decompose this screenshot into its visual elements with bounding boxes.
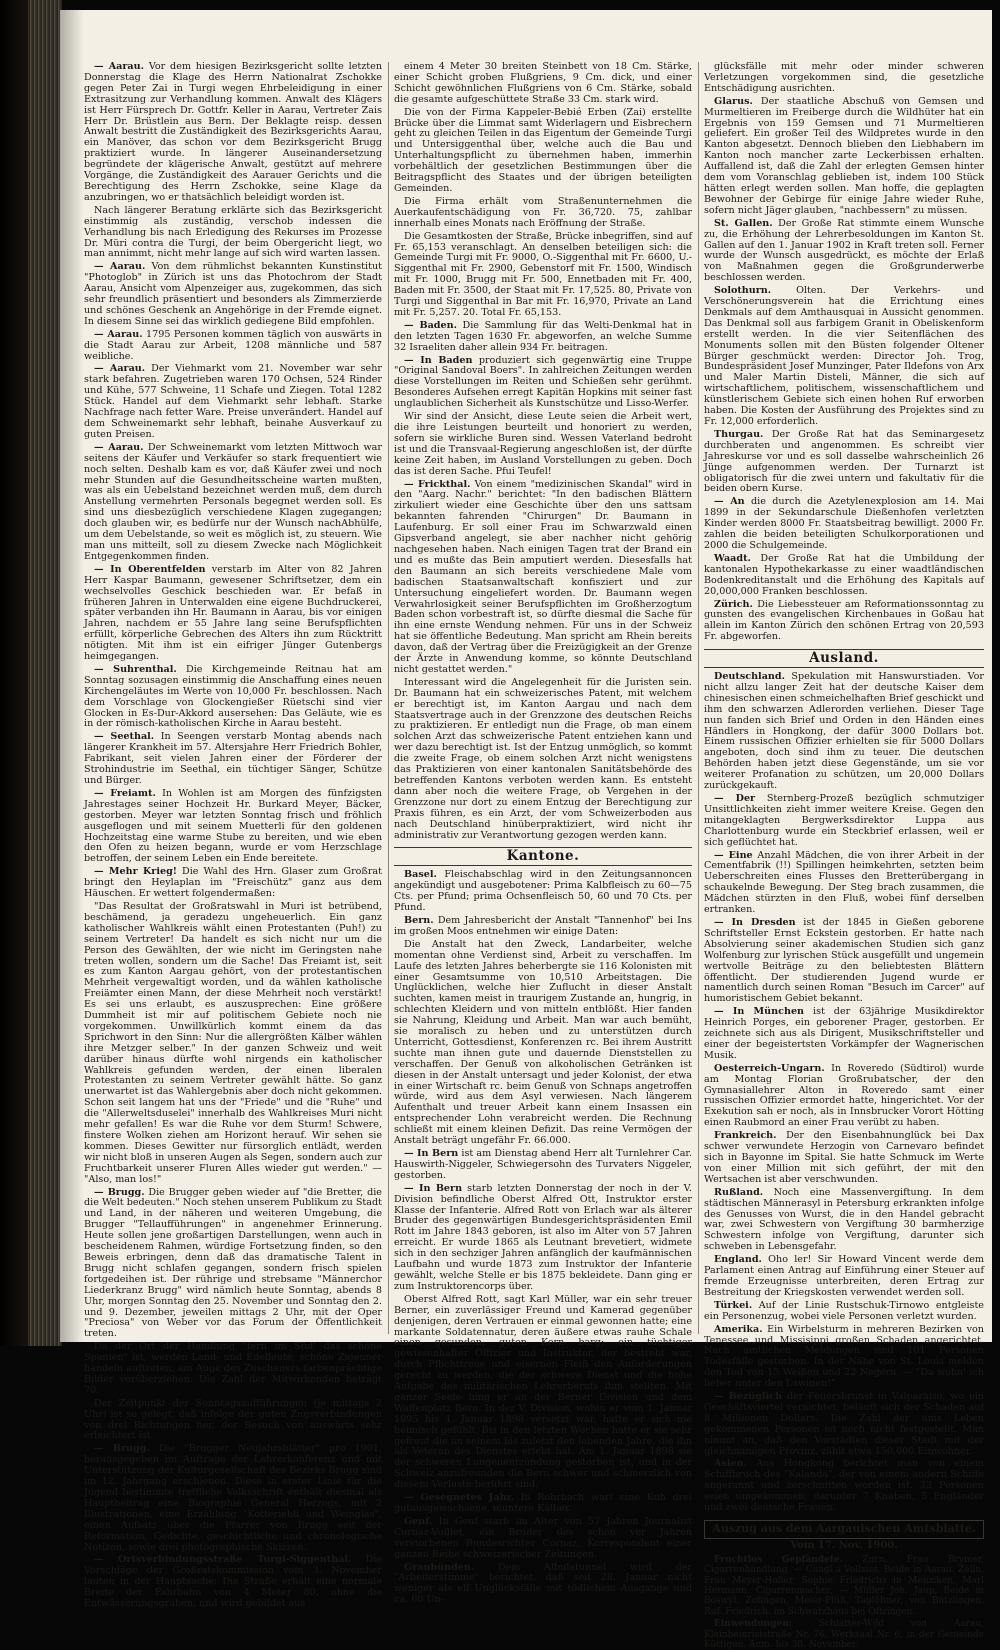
article-paragraph bbox=[394, 321, 692, 354]
article-text: In Roveredo (Südtirol) wurde am Montag Florian Großrubatscher, der den Gymnasiallehrer Alton in Roveredo samt einer russischen Offizier ermordet hatte, hingerichtet. Vor der Exekution sah er noch, als in Innsbrucker Vorort Hötting einen Raubmord an einer Frau verübt zu haben. bbox=[704, 1062, 984, 1129]
article-text: Die Vorschläge der Großratskommission vom 3. November lauten in der Hauptsache: Die Straße erhält eine normale Breite der Fahrbahn von 4 Meter 80, ohne die Entwässerungsgraben, und wird gebildet aus bbox=[84, 1554, 382, 1610]
article-lead: — In Dresden bbox=[714, 916, 796, 928]
article-text: Nach längerer Beratung erklärte sich das Bezirksgericht einstimmig als zuständig, verschob indessen die Verhandlung bis nach Erledigung des Rekurses im Prozesse Dr. Müri contra die Turgi, der beim Obergericht liegt, wo man annimmt, nicht mehr lange auf sich wird warten lassen. bbox=[84, 204, 382, 260]
article-text: Der Große Rat hat die Umbildung der kantonalen Hypothekarkasse zu einer waadtländischen Bodenkreditanstalt und die Erhöhung des Kapitals auf 20,000,000 Franken beschlossen. bbox=[704, 552, 984, 597]
article-lead: Basel. bbox=[404, 869, 437, 881]
article-paragraph bbox=[704, 286, 984, 428]
article-paragraph bbox=[394, 940, 692, 1147]
article-paragraph bbox=[394, 1493, 692, 1515]
article-paragraph bbox=[84, 364, 382, 440]
article-lead: — Freiamt. bbox=[94, 787, 156, 799]
article-paragraph bbox=[704, 1301, 984, 1323]
article-paragraph bbox=[704, 497, 984, 552]
article-paragraph bbox=[704, 1131, 984, 1186]
article-lead: — Brugg. bbox=[94, 1186, 145, 1198]
article-text: In Wohlen ist am Morgen des fünfzigsten Jahrestages seiner Hochzeit Hr. Burkard Meyer, Bäcker, gestorben. Meyer war letzten Sonntag frisch und fröhlich ausgeflogen und mit seinem Muetterli für den goldenen Hochzeitstag eine warme Stube zu bereiten, und wie eben den Ofen zu heizen begann, wurde er vom Herzschlage betroffen, der seinem Leben ein Ende bereitete. bbox=[84, 787, 382, 865]
article-text: Die Sammlung für das Welti-Denkmal hat in den letzten Tagen 1630 Fr. abgeworfen, an welche Summe 32 Israeliten daher allein 934 Fr. beitragen. bbox=[394, 319, 692, 353]
article-text: Der den Eisenbahnunglück bei Dax schwer verwundete Herzogin von Carnevaro befindet sich in Bayonne im Spital. Sie hatte Schmuck im Werte von einer Million mit sich geführt, der mit den Wertsachen ist aber verschwunden. bbox=[704, 1130, 984, 1185]
article-lead: — Gesegnetes Jahr. bbox=[404, 1492, 515, 1504]
article-lead: — In Baden bbox=[404, 354, 473, 366]
article-text: Die Wahl des Hrn. Glaser zum Großrat bringt den Heylaplan im "Freischütz" ganz aus dem Häuschen. Er wettert folgendermaßen: bbox=[84, 866, 382, 900]
article-paragraph bbox=[84, 1188, 382, 1341]
newspaper-page bbox=[60, 10, 992, 1650]
article-paragraph bbox=[394, 197, 692, 230]
notice-date: Vom 17. Nov. 1900. bbox=[790, 1539, 898, 1551]
article-paragraph bbox=[704, 918, 984, 1005]
article-text: Olten. Der Verkehrs- und Verschönerungsverein hat die Errichtung eines Denkmals auf dem Amthausquai in Aussicht genommen. Das Denkmal soll aus farbigem Granit in Obeliskenform erstellt werden. In die vier Seitenflächen des Monuments sollen mit den Büsten folgender Oltener Bürger geschmückt werden: Director Joh. Trog, Bundespräsident Josef Munzinger, Pater Ildefons von Arx und Maler Martin Disteli, Männer, die sich auf wirtschaftlichem, politischem, wissenschaftlichem und künstlerischem Gebiete sich einen hohen Ruf erworben haben. Die Kosten der Ausführung des Projektes sind zu Fr. 12,000 erforderlich. bbox=[704, 285, 984, 427]
article-lead: Einwendungen: bbox=[714, 1619, 793, 1630]
article-text: Die "Brugger Neujahrsblätter" pro 1901, herausgegeben im Auftrage der Lehrerkonferenz und mit Unterstützung der Kulturgesellschaft des Bezirks Brugg sind im 12. Jahrgang erschienen. Diese in erster Linie für die Jugend bestimmte treffliche Volksschrift enthält diesmal als Hauptbeitrag eine Biographie General Herzogs, mit 2 Illustrationen, eine Erzählung "Kotteriebli und Weinglas", einen Aufsatz über die Pfarrer von Brugg seit der Reformation, Gedichte, geschichtliche und chronologische Notizen, sowie drei photographische Skizzen. bbox=[84, 1443, 382, 1553]
article-text: starb letzten Donnerstag der noch in der V. Division befindliche Oberst Alfred Ott, Instruktor erster Klasse der Infanterie. Alfred Rott von Erlach war als älterer Bruder des gegenwärtigen Bundesgerichtspräsidenten Emil Rott im Jahre 1843 geboren, ist also im Alter von 57 Jahren erreicht. Er wurde 1865 als Leutnant brevetiert, widmete sich in den sechziger Jahren anfänglich der kaufmännischen Laufbahn und wurde 1873 zum Instruktor der Infanterie gewählt, welche Stelle er bis 1875 bekleidete. Dann ging er zum Instruktorencorps über. bbox=[394, 1182, 692, 1292]
article-lead: Glarus. bbox=[714, 95, 753, 107]
article-text: Von einem "medizinischen Skandal" wird in den "Aarg. Nachr." berichtet: "In den badischen Blättern zirkuliert wieder eine Geschichte über den uns sattsam bekannten fahrenden "Chirurgen" Dr. Baumann in Laufenburg. Er soll einer Frau im Schwarzwald einen Gipsverband angelegt, sie aber nachher nicht gehörig nachgesehen haben. Nach einigen Tagen trat der Brand ein und es mußte das Bein amputiert werden. Diesesfalls hat den Baumann an sich bereits verschiedene Male vom badischen Staatsanwaltschaft konfisziert und zur Untersuchung eingeliefert worden. Dr. Baumann wegen Verwahrlosigkeit seiner Berufspflichten im Großherzogtum Baden schon vorbestraft ist, so dürfte diesmal die Sache für ihn eine ernste Wendung nehmen. Für uns in der Schweiz hat sie öffentliche Bedeutung. Man spricht am Rhein bereits davon, daß der Vertrag über die Freizügigkeit an der Grenze der Ärzte in Anwendung komme, so könnte Deutschland nicht gestattet werden." bbox=[394, 478, 692, 675]
article-paragraph bbox=[704, 600, 984, 644]
column-3 bbox=[704, 61, 984, 1650]
article-lead: Amerika. bbox=[714, 1323, 763, 1335]
article-paragraph bbox=[84, 1342, 382, 1397]
article-paragraph bbox=[704, 1007, 984, 1062]
article-text: In Seengen verstarb Montag abends nach längerer Krankheit im 57. Altersjahre Herr Friedrich Bohler, Fabrikant, seit vielen Jahren einer der Förderer der Strohindustrie im Seethal, ein tüchtiger Sänger, Schütze und Bürger. bbox=[84, 731, 382, 786]
article-text: Der Schweinemarkt vom letzten Mittwoch war seitens der Käufer und Verkäufer so stark frequentiert wie noch selten. Deshalb kam es vor, daß Käufer zwei und noch mehr Stunden auf die Gesundheitsscheine warten mußten, was als ein Uebelstand bezeichnet werden muß, dem durch Anstellung vermehrten Personals begegnet werden soll. Es sind uns diesbezüglich verschiedene Klagen zugegangen; doch glauben wir, es bedürfe nur der Wunsch nachAbhülfe, um dem Uebelstande, so weit es möglich ist, zu steuern. Wie man uns mitteilt, soll zu diesem Zwecke nach Möglichkeit Entgegenkommen finden. bbox=[84, 441, 382, 562]
article-text: Dem Albulatunnel wird der "Arbeiterstimme" berichtet, daß seit 28. Januar nicht weniger als elf Unglücksfälle mit tödlichem Ausgange und ca. 60 Un- bbox=[394, 1561, 692, 1606]
article-lead: — Bezüglich bbox=[714, 1391, 783, 1403]
column-rule-1 bbox=[388, 62, 389, 1334]
article-lead: Deutschland. bbox=[714, 671, 785, 683]
article-paragraph bbox=[704, 672, 984, 792]
article-lead: — In München bbox=[714, 1006, 805, 1018]
article-text: Schlatter-Wild von Aarau, Kleinheinriststraße Nr. 76, Werksaal Nr. 6, in der Gemeinde Küttigen. Anm. bis 30. November. bbox=[704, 1619, 984, 1650]
article-text: der Feuersbrunst in Valparaiso, wo ein Geschäftsviertel vernichtet, beläuft sich der Schaden auf 8 Millionen Dollars. Die Zahl der ums Leben gekommenen Personen ist noch nicht festgestellt. Man nimmt an, daß den Vorstädten dieser Stadt mit der gleichnamigen Provinz, zählt etwa 150,000 Einwohner. bbox=[704, 1391, 984, 1457]
article-paragraph bbox=[704, 1555, 984, 1617]
article-lead: Oesterreich-Ungarn. bbox=[714, 1062, 825, 1074]
article-text: Sternberg-Prozeß bezüglich schmutziger Unsittlichkeiten zieht immer weitere Kreise. Gegen den mitangeklagten Bergwerksdirektor Luppa aus Charlottenburg wurde ein Steckbrief erlassen, weil er sich geflüchtet hat. bbox=[704, 793, 984, 848]
article-text: Ein Wirbelsturm in mehreren Bezirken von Tenessee und Missisippi großen Schaden angerichtet. Nach amtlichen Meldungen sind 101 Personen Todesfälle gestorben. In der Nähe von St. Louis melden den Tod von 15 Weißen und 22 Negern. — "Da wohn' ich lieber unter den Lawinen!" bbox=[704, 1323, 984, 1390]
article-text: Anzahl Mädchen, die von ihrer Arbeit in der Cementfabrik (!!) Spillingen heimkehrten, setzten beim Ueberschreiten eines Flusses den Bretterübergang in schaukelnde Bewegung. Der Steg brach zusammen, die Mädchen stürzten in den Fluß, wobei fünf derselben ertranken. bbox=[704, 849, 984, 916]
article-paragraph bbox=[84, 565, 382, 663]
article-text: Auf der Linie Rustschuk-Tirnowo entgleiste ein Personenzug, wobei viele Personen verletzt wurden. bbox=[704, 1299, 984, 1322]
column-2 bbox=[394, 61, 692, 1606]
article-paragraph bbox=[704, 1619, 984, 1650]
article-text: Dem Jahresbericht der Anstalt "Tannenhof" bei Ins im großen Moos entnehmen wir einige Daten: bbox=[394, 914, 692, 937]
article-paragraph bbox=[704, 1392, 984, 1457]
article-lead: — In Bern bbox=[404, 1182, 463, 1194]
article-lead: — Suhrenthal. bbox=[94, 663, 177, 675]
article-text: produziert sich gegenwärtig eine Truppe "Original Sandoval Boers". In zahlreichen Zeitungen werden diese Vorstellungen im Reiten und Schießen sehr gerühmt. Besonderes Aufsehen erregt Kapitän Hopkins mit seiner fast unglaublichen Sicherheit als Kunstschütze und Lisso-Werfer. bbox=[394, 354, 692, 410]
article-text: Zurn. Frau Brymer, Cigarrenhandlung. — Cuagl a Vollsiss, Beide in Aarau. Zeiln, Frau Meyer-Holler, Sophie Friedrichs in Menziken, Marl Hermann, Cigarrenmacher, — Müller Joh. Jaup, Beide in Boswyl. Zofingen, Meier-Plüß, Taglöhner, von Bützlingen. Ruf. Friedrich, im Schwarzhaus bei Oftringen. bbox=[704, 1554, 984, 1617]
article-paragraph bbox=[84, 1399, 382, 1443]
article-text: Die Gesamtkosten der Straße, Brücke inbegriffen, sind auf Fr. 65,153 veranschlagt. An denselben beteiligen sich: die Gemeinde Turgi mit Fr. 9000, O.-Siggenthal mit Fr. 6600, U.-Siggenthal mit Fr. 2900, Gebenstorf mit Fr. 1500, Windisch mit Fr. 1000, Brugg mit Fr. 500, Ennetbaden mit Fr. 400, Baden mit Fr. 3500, der Staat mit Fr. 17,525. 80, Private von Turgi und Siggenthal in Bar mit Fr. 16,970, Private an Land mit Fr. 5,257. 20. Total Fr. 65,153. bbox=[394, 230, 692, 318]
article-paragraph bbox=[394, 356, 692, 411]
section-heading: Ausland. bbox=[704, 649, 984, 668]
article-paragraph bbox=[394, 480, 692, 676]
article-text: Spekulation mit Hanswurstiaden. Vor nicht allzu langer Zeit hat der deutsche Kaiser dem chinesischen einen schmeichelhaften Brief geschickt und ihm den schwarzen Adlerorden verliehen. Dieser Tage nun fanden sich Brief und Orden in den Händen eines Händlers in Hongkong, der dafür 3000 Dollars bot. Einem russischen Offizier erhielten sie für 5000 Dollars angeboten, doch sind ihm zu teuer. Die deutschen Behörden haben jetzt diese Gegenstände, um sie vor weiterer Profanation zu schützen, um 20,000 Dollars zurückgekauft. bbox=[704, 671, 984, 792]
article-text: Von dem rühmlichst bekannten Kunstinstitut "Photoglob" in Zürich ist uns das Photochrom der Stadt Aarau, Ansicht vom Alpenzeiger aus, zugekommen, das sich sehr freundlich präsentiert und besonders als Zimmerzierde und schönes Geschenk an Angehörige in der Fremde eignet. In diesem Sinne sei das wirklich gediegene Bild empfohlen. bbox=[84, 261, 382, 327]
article-lead: Waadt. bbox=[714, 552, 751, 564]
article-text: Der staatliche Abschuß von Gemsen und Murmeltieren im Freiberge durch die Wildhüter hat ein Ergebnis von 159 Gemsen und 71 Murmeltieren geliefert. Ein großer Teil des Wildpretes wurde in den Kanton abgesetzt. Dennoch blieben den Liebhabern im Kanton noch mancher zarte Leckerbissen erhalten. Auffallend ist, daß die Zahl der erlegten Gemsen hinter dem vom Voranschlag geblieben ist, indem 100 Stück hätten erlegt werden sollen. Man hoffe, die geplagten Bewohner der Gebirge für einige Jahre wieder Ruhe, sofern nicht Jäger glauben, "nachbessern" zu müssen. bbox=[704, 95, 984, 216]
article-paragraph bbox=[84, 789, 382, 865]
article-text: Die von der Firma Kappeler-Bebié Erben (Zai) erstellte Brücke über die Limmat samt Widerlagern und Eisbrechern geht zu gleichen Teilen in das Eigentum der Gemeinde Turgi und Untersiggenthal über, welche auch die Bau und Unterhaltungspflicht zu übernehmen haben, immerhin vorbehältlich der gesetzlichen Bestimmungen über die Beitragspflicht des Staates und der übrigen beteiligten Gemeinden. bbox=[394, 106, 692, 194]
article-text: Wir sind der Ansicht, diese Leute seien die Arbeit wert, die ihre Leistungen beurteilt und honoriert zu werden, sofern sie wirkliche Buren sind. Wessen Vaterland bedroht ist und die Transvaal-Regierung angeschloßen ist, der dürfte keine Zeit haben, im Ausland Vorstellungen zu geben. Doch das ist deren Sache. Pfui Teufel! bbox=[394, 411, 692, 477]
article-text: Oberst Alfred Rott, sagt Karl Müller, war ein sehr treuer Berner, ein zuverlässiger Freund und Kamerad gegenüber denjenigen, deren Vertrauen er einmal gewonnen hatte; eine markante Soldatennatur, deren äußere etwas rauhe Schale einen gesunden, guten Kern barg; ein tüchtiger gewissenhafter Offizier und Instruktor, der bestrebt war, durch Pflichttreue und eisernen Fleiß den Anforderungen gerecht zu werden, die der schwere Dienst und die hohe Aufgabe des militärischen Lehrerberufs ihm stellten. Mit ganzer Seele hing er an der Berner Division und dem Waffenplatz Bern. In der V. Division, wohin er vom 1. Januar 1895 bis 1. Januar 1898 versetzt war, hatte er sich nie heimisch gefühlt. Bis in den letzten Wochen hatte er sie sehr gefreut die an seinem bis zuletzt den lebenden Jahre, die ihn als Veteran des Dienstes erlebt hat. Am 1. Januar 1898 sie der schweren Lungenentzündung gestorben ist, und in der Schweiz anzufreunden die Bern schwer und schmerzlich von diesem Verluste berührt sind. bbox=[394, 1293, 692, 1491]
article-paragraph bbox=[394, 232, 692, 319]
article-paragraph bbox=[704, 430, 984, 495]
article-text: Vor dem hiesigen Bezirksgericht sollte letzten Donnerstag die Klage des Herrn Nationalrat Zschokke gegen Peter Zai in Turgi wegen Ehrbeleidigung in einer Extrasitzung zur Verhandlung kommen. Anwalt des Klägers ist Herr Fürsprech Dr. Gottfr. Keller in Aarau, Vertreter Zais Herr Dr. Brüstlein aus Bern. Der Beklagte reisp. dessen Anwalt bestritt die Zuständigkeit des Bezirksgerichts Aarau, ein Manöver, das schon vor dem Bezirksgericht Brugg praktiziert wurde. In längerer Auseinandersetzung begründete der klägerische Anwalt, gestützt auf mehrere Vorgänge, die Zuständigkeit des Aarauer Gerichts und die Berechtigung des Herrn Zschokke, seine Klage da anzubringen, wo er thatsächlich beleidigt worden ist. bbox=[84, 61, 382, 203]
article-text: 1795 Personen kommen täglich von auswärts in die Stadt Aarau zur Arbeit, 1208 männliche und 587 weibliche. bbox=[84, 328, 382, 362]
article-paragraph bbox=[84, 1444, 382, 1553]
article-lead: Graubünden. bbox=[404, 1561, 475, 1573]
article-paragraph bbox=[84, 1555, 382, 1610]
article-text: "Das Resultat der Großratswahl in Muri ist betrübend, beschämend, ja geradezu ungeheuerlich. Ein ganz katholischer Wahlkreis wählt einen Protestanten (Puh!) zu seinem Vertreter! Da handelt es sich nicht nur um die Person des Gewählten, der wie nicht im Geringsten nahe treten wollen, sondern um die Sache! Das Freiamt ist, seit es zum Kanton Aargau gehört, von der protestantischen Mehrheit vergewaltigt worden, und da wählen katholische Freiämter einen Mann, der diese Mehrheit noch verstärkt! Es sei uns erlaubt, es auszusprechen: Eine größere Dummheit ist mir auf politischem Gebiete noch nie vorgekommen. Unwillkürlich kommt einem da das Sprichwort in den Sinn: Nur die allergrößten Kälber wählen ihre Metzger selber." In der ganzen Schweiz und weit darüber hinaus dürfte wohl nirgends ein katholischer Wahlkreis gefunden werden, der einen liberalen Protestanten zu seinem Vertreter gewählt hätte. So ganz unerwartet ist das Wahlergebnis aber doch nicht gekommen. Schon seit langem hat uns der "Friede" und die "Ruhe" und die "Allerweltsduselei" innerhalb des Wahlkreises Muri nicht mehr gefallen! Es war die Ruhe vor dem Sturm! Schwere, finstere Wolken ziehen am Horizont herauf. Wir sehen sie kommen. Dieses Gewitter nur fürsorglich entlädt, werden wir nicht bloß in unseren Augen als Segen, sondern auch zur Fruchtbarkeit unserer Fluren Alles wieder gut werden." — "Also, man los!" bbox=[84, 900, 382, 1185]
article-paragraph bbox=[704, 1064, 984, 1129]
article-lead: Zürich. bbox=[714, 598, 753, 610]
article-text: Der Zeitpunkt der Sonntagsaufführungen (je mittags 2 Uhr) ist so gelegt, daß infolge der guten Zugsverbindungen von drei Richtungen her, der Besuch von auswärts sehr erleichtert ist. bbox=[84, 1397, 382, 1442]
article-text: Der Große Rat stimmte einem Wunsche zu, die Erhöhung der Lehrerbesoldungen im Kanton St. Gallen auf den 1. Januar 1902 in Kraft treten soll. Ferner wurde der Wunsch ausgedrückt, es möchte der Erlaß von Maßnahmen gegen die Großgrunderwerbe beschlossen werden. bbox=[704, 217, 984, 284]
article-text: In Genf starb im Alter von 57 Jahren Journalist Cornaz-Vuillet, ein Bruder des schon vor Jahren verstorbenen Bundesrichter Cornaz, Korrespondent einer ganzen Reihe schweizerischer Zeitungen. bbox=[394, 1515, 692, 1560]
article-lead: — Ortsverbindungsstraße Turgi-Siggenthal. bbox=[94, 1554, 352, 1566]
section-heading: Kantone. bbox=[394, 847, 692, 866]
article-lead: — In Oberentfelden bbox=[94, 563, 206, 575]
article-text: In Rohrbach warf eine Kuh drei gutausgewachsene, muntere Kälber. bbox=[394, 1492, 692, 1514]
article-paragraph bbox=[84, 732, 382, 787]
article-lead: Asien. bbox=[714, 1458, 747, 1470]
article-lead: Thurgau. bbox=[714, 428, 764, 440]
article-text: Oho ler! Sir Howard Vincent werde dem Parlament einen Antrag auf Einführung einer Steuer auf fremde Erzeugnisse unterbreiten, deren Ertrag zur Bestreitung der Kriegskosten verwendet werden soll. bbox=[704, 1254, 984, 1298]
article-text: Noch eine Massenvergiftung. In dem städtischen Männerasyl in Petersburg erkrankten infolge des Genusses von Wurst, die in den Handel gebracht war, zwei Schwestern von Vergiftung 30 barmherzige Schwestern infolge von Vergiftung, darunter sich schweben in Lebensgefahr. bbox=[704, 1186, 984, 1253]
article-paragraph bbox=[394, 108, 692, 195]
article-paragraph bbox=[84, 867, 382, 900]
column-rule-2 bbox=[698, 62, 699, 1334]
article-text: Die Liebessteuer am Reformationssonntag zu gunsten des evangelischen Kirchenbaues in Goßau hat allein im Kanton Zürich den schönen Ertrag von 20,593 Fr. abgeworfen. bbox=[704, 598, 984, 643]
article-lead: St. Gallen. bbox=[714, 217, 773, 229]
article-paragraph bbox=[394, 678, 692, 842]
article-paragraph bbox=[394, 1517, 692, 1561]
article-paragraph bbox=[704, 1325, 984, 1390]
article-paragraph bbox=[704, 62, 984, 95]
column-1 bbox=[84, 61, 382, 1610]
article-text: Interessant wird die Angelegenheit für die Juristen sein. Dr. Baumann hat ein schweizerisches Patent, mit welchem er berechtigt ist, im Kanton Aargau und nach dem Staatsvertrage auch in der Grenzzone des deutschen Reichs zu praktizieren. Er entledigt nun die Frage, ob man einem solchen Arzt das schweizerische Patent entziehen kann und wer dazu berechtigt ist. Ist der Entzug unmöglich, so kommt die zweite Frage, ob einem solchen Arzt nicht wenigstens das Praktizieren von einer kantonalen Sanitätsbehörde des betreffenden Kantons verboten werden kann. Es entsteht dann aber noch die weitere Frage, ob Vergehen in der Grenzzone nur dort zu einem Entzug der Berechtigung zur Praxis führen, es ein Arzt, der vom Schweizerboden aus nach Deutschland hinüberpraktiziert, wird nicht ihr administrativ zur Verantwortung gezogen werden kann. bbox=[394, 676, 692, 841]
article-paragraph bbox=[704, 794, 984, 849]
article-text: Die Anstalt hat den Zweck, Landarbeiter, welche momentan ohne Verdienst sind, Arbeit zu verschaffen. Im Laufe des letzten Jahres beherbergte sie 116 Kolonisten mit einer Gesamtsumme von 10,510 Arbeitstagen. Die Unglücklichen, welche hier Zuflucht in dieser Anstalt suchten, kamen meist in traurigem Zustande an, hungrig, in schlechten Kleidern und von mitteln entblößt. Hier fanden sie Nahrung, Kleidung und Arbeit. Man war auch bemüht, sie moralisch zu heben und zu unterstützen durch Unterricht, Gottesdienst, Konferenzen rc. Bei ihrem Austritt suchte man ihnen gute und dauernde Dienststellen zu verschaffen. Der Genuß von alkoholischen Getränken ist diesen in der Anstalt untersagt und jeder Kolonist, der etwa in einer Wirtschaft rc. beim Genuß von Schnaps angetroffen würde, wird aus dem Asyl verwiesen. Nach längerem Aufenthalt und treuer Arbeit kann einem Insassen ein entsprechender Lohn verabreicht werden. Die Rechnung schließt mit einem kleinen Defizit. Das reine Vermögen der Anstalt beträgt ungefähr Fr. 66.000. bbox=[394, 938, 692, 1147]
article-text: Der Große Rat hat das Seminargesetz durchberaten und angenommen. Es schreibt vier Jahreskurse vor und es soll dasselbe wahrscheinlich 26 Jünge aufgenommen werden. Der Turnarzt ist obligatorisch für die zwei untern und fakultativ für die beiden obern Kurse. bbox=[704, 428, 984, 495]
article-lead: England. bbox=[714, 1254, 762, 1266]
article-lead: Fruchtlos Gepfändete. bbox=[714, 1554, 843, 1565]
article-lead: — Frickthal. bbox=[404, 478, 471, 490]
article-paragraph bbox=[84, 443, 382, 563]
article-text: verstarb im Alter von 82 Jahren Herr Kaspar Baumann, gewesener Schriftsetzer, dem ein wechselvolles Geschick beschieden war. Er befaß in früheren Jahren in Unterwalden eine eigene Buchdruckerei, später verbanden ihn Hr. Baumann in Aarau, bis vor einigen Jahren, nachdem er 55 Jahre lang seine Berufspflichten erfüllt, körperliche Gebrechen des Alters ihn zum Rücktritt nötigten. Mit ihm ist ein eifriger Jünger Gutenbergs heimgegangen. bbox=[84, 563, 382, 663]
article-paragraph bbox=[704, 554, 984, 598]
article-text: einem 4 Meter 30 breiten Steinbett von 18 Cm. Stärke, einer Schicht groben Flußgriens, 9 Cm. dick, und einer Schicht gewöhnlichen Flußgriens von 6 Cm. Stärke, sobald die gesamte aufgeschüttete Straße 33 Cm. stark wird. bbox=[394, 61, 692, 105]
article-paragraph bbox=[704, 1255, 984, 1299]
article-lead: Türkei. bbox=[714, 1299, 753, 1311]
article-text: Die Kirchgemeinde Reitnau hat am Sonntag sozusagen einstimmig die Anschaffung eines neuen Kirchengeläutes im Werte von 10,000 Fr. beschlossen. Nach dem Vorschlage von Glockengießer Rüetschi sind vier Glocken in Es-Dur-Akkord ausersehen: Das Geläute, wie es in der römisch-katholischen Kirche in Aarau besteht. bbox=[84, 663, 382, 730]
article-paragraph bbox=[394, 1184, 692, 1293]
article-text: glücksfälle mit mehr oder minder schweren Verletzungen vorgekommen sind, die gesetzliche Entschädigung ausrichten. bbox=[704, 61, 984, 94]
article-lead: — In Bern bbox=[404, 1148, 459, 1159]
article-lead: — Aarau. bbox=[94, 441, 144, 453]
article-paragraph bbox=[394, 870, 692, 914]
article-lead: — Der bbox=[714, 793, 756, 804]
article-text: ist der 63jährige Musikdirektor Heinrich Porges, ein geborener Prager, gestorben. Er zeichnete sich aus als Dirigent, Musikschriftsteller und einer der begeistertsten Vorkämpfer der Wagnerischen Musik. bbox=[704, 1006, 984, 1061]
article-paragraph bbox=[84, 62, 382, 204]
page-edges bbox=[28, 0, 62, 1346]
article-paragraph bbox=[704, 219, 984, 284]
article-lead: — Brugg. bbox=[94, 1443, 150, 1455]
article-paragraph bbox=[394, 916, 692, 938]
article-paragraph bbox=[394, 412, 692, 477]
article-lead: Rußland. bbox=[714, 1186, 764, 1198]
article-lead: Frankreich. bbox=[714, 1130, 777, 1142]
article-lead: — An bbox=[714, 496, 745, 508]
spine-shadow bbox=[60, 10, 84, 1342]
article-lead: Genf. bbox=[404, 1515, 433, 1527]
article-lead: Bern. bbox=[404, 914, 434, 926]
article-paragraph bbox=[394, 1149, 692, 1182]
article-paragraph bbox=[704, 1188, 984, 1253]
article-text: ist der 1845 in Gießen geborene Schriftsteller Ernst Eckstein gestorben. Er hatte nach Absolvierung seiner akademischen Studien sich ganz Wolfenburg zur lyrischen Stück ausgefüllt und ungemein wertvolle Beiträge zu den beliebtesten Blättern öffentlicht. Der studierenden Jugend wurde er namentlich durch seinen Roman "Besuch im Carcer" auf humoristischem Gebiet bekannt. bbox=[704, 916, 984, 1005]
article-lead: — Aarau. bbox=[94, 61, 144, 72]
article-text: die durch die Azetylenexplosion am 14. Mai 1899 in der Sekundarschule Dießenhofen verletzten Kinder werden 8000 Fr. Staatsbeitrag bewilligt. 2000 Fr. zahlen die beiden beteiligten Schulkorporationen und 2000 die Schulgemeinde. bbox=[704, 496, 984, 551]
article-lead: — Aarau. bbox=[94, 328, 143, 340]
article-lead: — Eine bbox=[714, 849, 753, 861]
article-text: Fleischabschlag wird in den Zeitungsannoncen angekündigt und ausgebotener: Prima Kalbfleisch zu 60—75 Cts. per Pfund; prima Ochsenfleisch 50, 60 und 70 Cts. per Pfund. bbox=[394, 869, 692, 914]
article-text: Die Brugger geben wieder auf "die Bretter, die die Welt bedeuten." Noch stehen unserem Publikum zu Stadt und Land, in der näheren und weiteren Umgebung, die Brugger "Tellaufführungen" in angenehmer Erinnerung. Heute sollen jene großartigen Darstellungen, wenn auch in bescheidenem Rahmen, würdige Fortsetzung finden, so den Beweis erbringen, denn daß das dramatische Talent in Brugg nicht schlafen gegangen, sondern frisch spielen fortgedeihen ist. Der rührige und strebsame "Männerchor Liederkranz Brugg" wird nämlich heute Sonntag, abends 8 Uhr, morgen Sonntag den 25. November und Sonntag den 2. und 9. Dezember, jeweilen mittags 2 Uhr, mit der Oper "Preciosa" von Weber vor das Forum der Öffentlichkeit treten. bbox=[84, 1186, 382, 1340]
article-lead: — Seethal. bbox=[94, 731, 155, 743]
article-text: Die Firma erhält vom Straßenunternehmen die Auerkaufentschädigung von Fr. 36,720. 75, zahlbar innerhalb eines Monats nach Eröffnung der Straße. bbox=[394, 195, 692, 229]
article-paragraph bbox=[84, 330, 382, 363]
article-text: ist am Dienstag abend Herr alt Turnlehrer Car. Hauswirth-Niggeler, Schwiegersohn des Turvaters Niggeler, gestorben. bbox=[394, 1148, 692, 1181]
article-lead: — Aarau. bbox=[94, 261, 146, 273]
article-paragraph bbox=[704, 97, 984, 217]
article-lead: — Aarau. bbox=[94, 363, 146, 375]
article-lead: — Mehr Krieg! bbox=[94, 866, 178, 878]
article-paragraph bbox=[704, 1459, 984, 1514]
article-paragraph bbox=[84, 665, 382, 730]
article-text: Da der Ort der Handlung "fern im Süd' das schöne Spanien" ist, werden Land- und Edelleute, schöne Zigeuner handeln auftreten, am Auge des Zuschauers farbenprächtige Bilder vorüberziehen. Die Zahl der Mitwirkenden beträgt 70. bbox=[84, 1341, 382, 1396]
article-lead: — Baden. bbox=[404, 319, 457, 331]
article-text: Der Viehmarkt vom 21. November war sehr stark befahren. Zugetrieben waren 170 Ochsen, 524 Rinder und Kühe, 577 Schweine, 11 Schafe und Ziegen. Total 1282 Stück. Handel auf dem Viehmarkt sehr lebhaft. Starke Nachfrage nach fetter Ware. Preise unverändert. Handel auf dem Schweinemarkt sehr lebhaft, beinahe Ausverkauf zu guten Preisen. bbox=[84, 363, 382, 440]
article-text: Aus Hongkong berichtet man von einem Schiffbruch des "Kalanda", der von einem andern Schiffe angerannt und zerschnitten worden ist. 33 Personen seien umgekommen, darunter 7 Knaben, 5 Engländer und zwei deutsche Frauen. bbox=[704, 1458, 984, 1514]
notice-heading: Auszug aus dem Aargauischen Amtsblatte. bbox=[704, 1520, 984, 1539]
article-paragraph bbox=[394, 1563, 692, 1607]
article-paragraph bbox=[394, 62, 692, 106]
article-paragraph bbox=[394, 1295, 692, 1491]
article-paragraph bbox=[84, 902, 382, 1186]
article-lead: Solothurn. bbox=[714, 285, 772, 297]
article-paragraph bbox=[84, 262, 382, 327]
article-paragraph bbox=[84, 206, 382, 261]
article-paragraph bbox=[704, 851, 984, 916]
